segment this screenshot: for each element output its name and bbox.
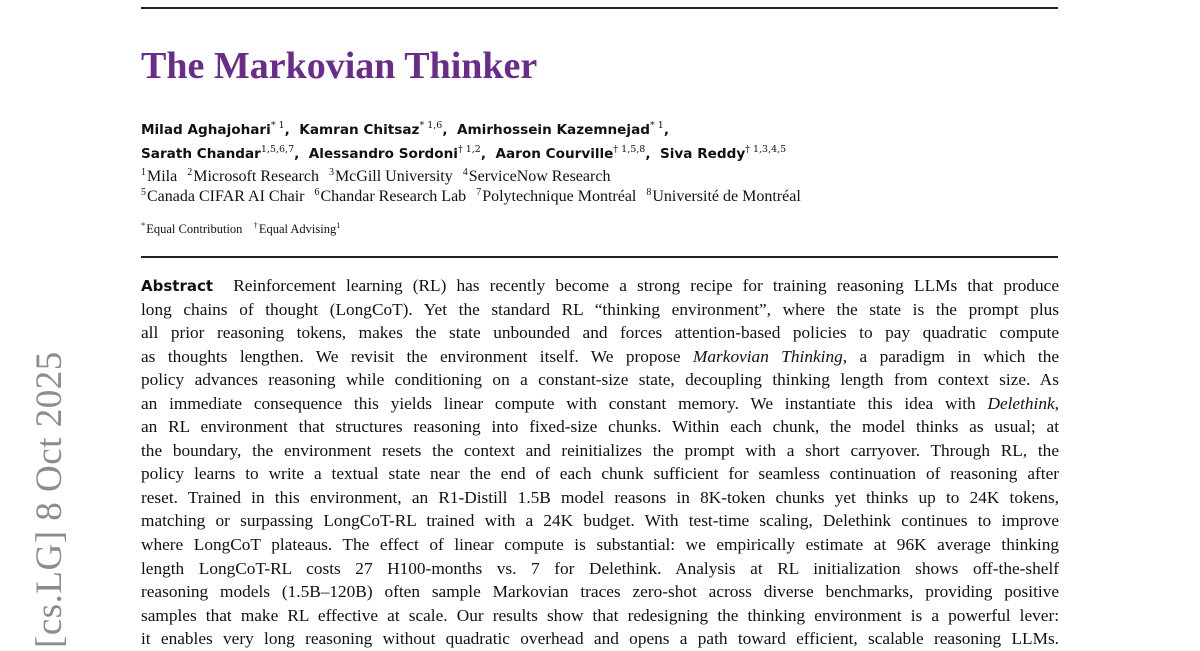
note-text: Equal Advising: [258, 222, 337, 236]
author: [141, 122, 295, 138]
affiliation-number: 5: [141, 187, 146, 198]
abstract-emphasis: Delethink: [987, 393, 1055, 413]
author-name: Amirhossein Kazemnejad: [456, 122, 650, 138]
affiliation-name: Polytechnique Montréal: [482, 188, 637, 205]
author: [309, 146, 491, 162]
author: [299, 122, 452, 138]
abstract-text: where LongCoT plateaus. The effect of linear compute is substantial: we empirically estimate at 96K average thinking: [141, 535, 1059, 555]
abstract-text: it enables very long reasoning without quadratic overhead and opens a path toward efficient, scalable reasoning LLMs.: [141, 629, 1059, 649]
affiliation-block: [141, 167, 807, 207]
affiliation: [141, 188, 304, 205]
equal-advising-note: [254, 222, 342, 236]
abstract-text: reasoning models (1.5B–120B) often sample Markovian traces zero-shot across diverse benchmarks, providing positive: [141, 582, 1059, 602]
author-block: [141, 118, 786, 166]
abstract-text: ,: [1054, 393, 1059, 413]
abstract-text: long chains of thought (LongCoT). Yet the standard RL “thinking environment”, where the state is the prompt plus: [141, 299, 1059, 319]
abstract-text: samples that make RL effective at scale. Our results show that redesigning the thinking environment is a powerful lever:: [141, 605, 1059, 625]
affiliation: [314, 188, 466, 205]
author-line: [141, 142, 786, 166]
abstract-line: [141, 486, 1059, 510]
author-name: Sarath Chandar: [141, 146, 261, 162]
author-separator: ,: [645, 146, 651, 162]
affiliation-name: Microsoft Research: [193, 168, 319, 185]
author-separator: ,: [442, 122, 448, 138]
paper-title: The Markovian Thinker: [141, 45, 538, 87]
affiliation: [463, 168, 611, 185]
abstract-text: reset. Trained in this environment, an R1-Distill 1.5B model reasons in 8K-token chunks yet thinks up to 24K tokens,: [141, 487, 1059, 507]
abstract-line: [141, 580, 1059, 604]
abstract-line: [141, 627, 1059, 651]
affiliation: [646, 188, 800, 205]
author-separator: ,: [284, 122, 290, 138]
author-marks: 1,5,6,7: [260, 144, 295, 155]
abstract-emphasis: Markovian Thinking: [693, 346, 843, 366]
affiliation-number: 4: [462, 167, 468, 178]
affiliation-line: [141, 187, 807, 207]
affiliation-line: [141, 167, 807, 187]
abstract-text: , a paradigm in which the: [842, 346, 1059, 366]
affiliation-name: ServiceNow Research: [468, 168, 611, 185]
affiliation-number: 8: [646, 187, 652, 198]
affiliation-name: Mila: [147, 168, 178, 185]
affiliation-number: 7: [476, 187, 482, 198]
affiliation-name: Université de Montréal: [652, 188, 801, 205]
abstract-text: length LongCoT-RL costs 27 H100-months vs. 7 for Delethink. Analysis at RL initialization shows off-the-shelf: [141, 558, 1059, 578]
author-separator: ,: [663, 122, 669, 138]
abstract-line: [141, 509, 1059, 533]
abstract-text: matching or surpassing LongCoT-RL trained with a 24K budget. With test-time scaling, Delethink continues to improve: [141, 511, 1059, 531]
abstract-line: [141, 604, 1059, 628]
author: [660, 146, 786, 162]
affiliation-name: Chandar Research Lab: [320, 188, 467, 205]
author: [457, 122, 669, 138]
top-rule: [141, 7, 1058, 9]
equal-contribution-note: [141, 222, 242, 236]
note-footnote-mark: 1: [336, 220, 341, 230]
author-line: [141, 118, 786, 142]
author-marks: * 1: [649, 120, 664, 131]
affiliation: [141, 168, 177, 185]
abstract-line: [141, 392, 1059, 416]
abstract: [141, 274, 1059, 651]
abstract-line: [141, 368, 1059, 392]
author-name: Aaron Courville: [495, 146, 614, 162]
abstract-line: [141, 345, 1059, 369]
abstract-text: as thoughts lengthen. We revisit the environment itself. We propose: [141, 346, 694, 366]
abstract-text: an immediate consequence this yields linear compute with constant memory. We instantiate this idea with: [141, 393, 988, 413]
affiliation: [476, 188, 636, 205]
abstract-text: policy learns to write a textual state near the end of each chunk sufficient for seamless continuation of reasoning after: [141, 464, 1059, 484]
author: [495, 146, 655, 162]
author-marks: † 1,5,8: [613, 144, 646, 155]
abstract-line: [141, 533, 1059, 557]
abstract-text: all prior reasoning tokens, makes the state unbounded and forces attention-based policies to pay quadratic compute: [141, 323, 1059, 343]
abstract-line: [141, 462, 1059, 486]
author-separator: ,: [294, 146, 300, 162]
affiliation-number: 6: [314, 187, 320, 198]
note-text: Equal Contribution: [146, 222, 243, 236]
author-marks: † 1,2: [457, 144, 481, 155]
affiliation-name: Canada CIFAR AI Chair: [147, 188, 305, 205]
abstract-heading: Abstract: [141, 277, 214, 295]
affiliation: [187, 168, 319, 185]
author-marks: * 1: [270, 120, 285, 131]
author-name: Alessandro Sordoni: [308, 146, 458, 162]
abstract-text: Reinforcement learning (RL) has recently become a strong recipe for training reasoning LLMs that produce: [233, 276, 1059, 295]
abstract-line: [141, 274, 1059, 298]
affiliation-name: McGill University: [334, 168, 453, 185]
affiliation-number: 3: [328, 167, 334, 178]
affiliation-number: 2: [187, 167, 193, 178]
abstract-line: [141, 415, 1059, 439]
author-name: Milad Aghajohari: [141, 122, 271, 138]
affiliation-number: 1: [141, 167, 146, 178]
section-rule: [141, 256, 1058, 258]
abstract-text: the boundary, the environment resets the context and reinitializes the prompt with a short carryover. Through RL, the: [141, 440, 1059, 460]
author-marks: * 1,6: [419, 120, 443, 131]
abstract-line: [141, 439, 1059, 463]
contribution-notes: [141, 219, 350, 239]
author-separator: ,: [480, 146, 487, 162]
author-name: Kamran Chitsaz: [299, 122, 420, 138]
abstract-text: an RL environment that structures reasoning into fixed-size chunks. Within each chunk, the model thinks as usual; at: [141, 417, 1059, 437]
abstract-line: [141, 557, 1059, 581]
note-mark: *: [141, 220, 146, 230]
author: [141, 146, 304, 162]
affiliation: [329, 168, 453, 185]
note-mark: †: [253, 220, 258, 230]
abstract-line: [141, 298, 1059, 322]
author-name: Siva Reddy: [659, 146, 746, 162]
abstract-text: policy advances reasoning while conditioning on a constant-size state, decoupling thinking length from context size. As: [141, 370, 1059, 390]
abstract-line: [141, 321, 1059, 345]
author-marks: † 1,3,4,5: [745, 144, 787, 155]
arxiv-margin-stamp: [cs.LG] 8 Oct 2025: [29, 351, 70, 648]
